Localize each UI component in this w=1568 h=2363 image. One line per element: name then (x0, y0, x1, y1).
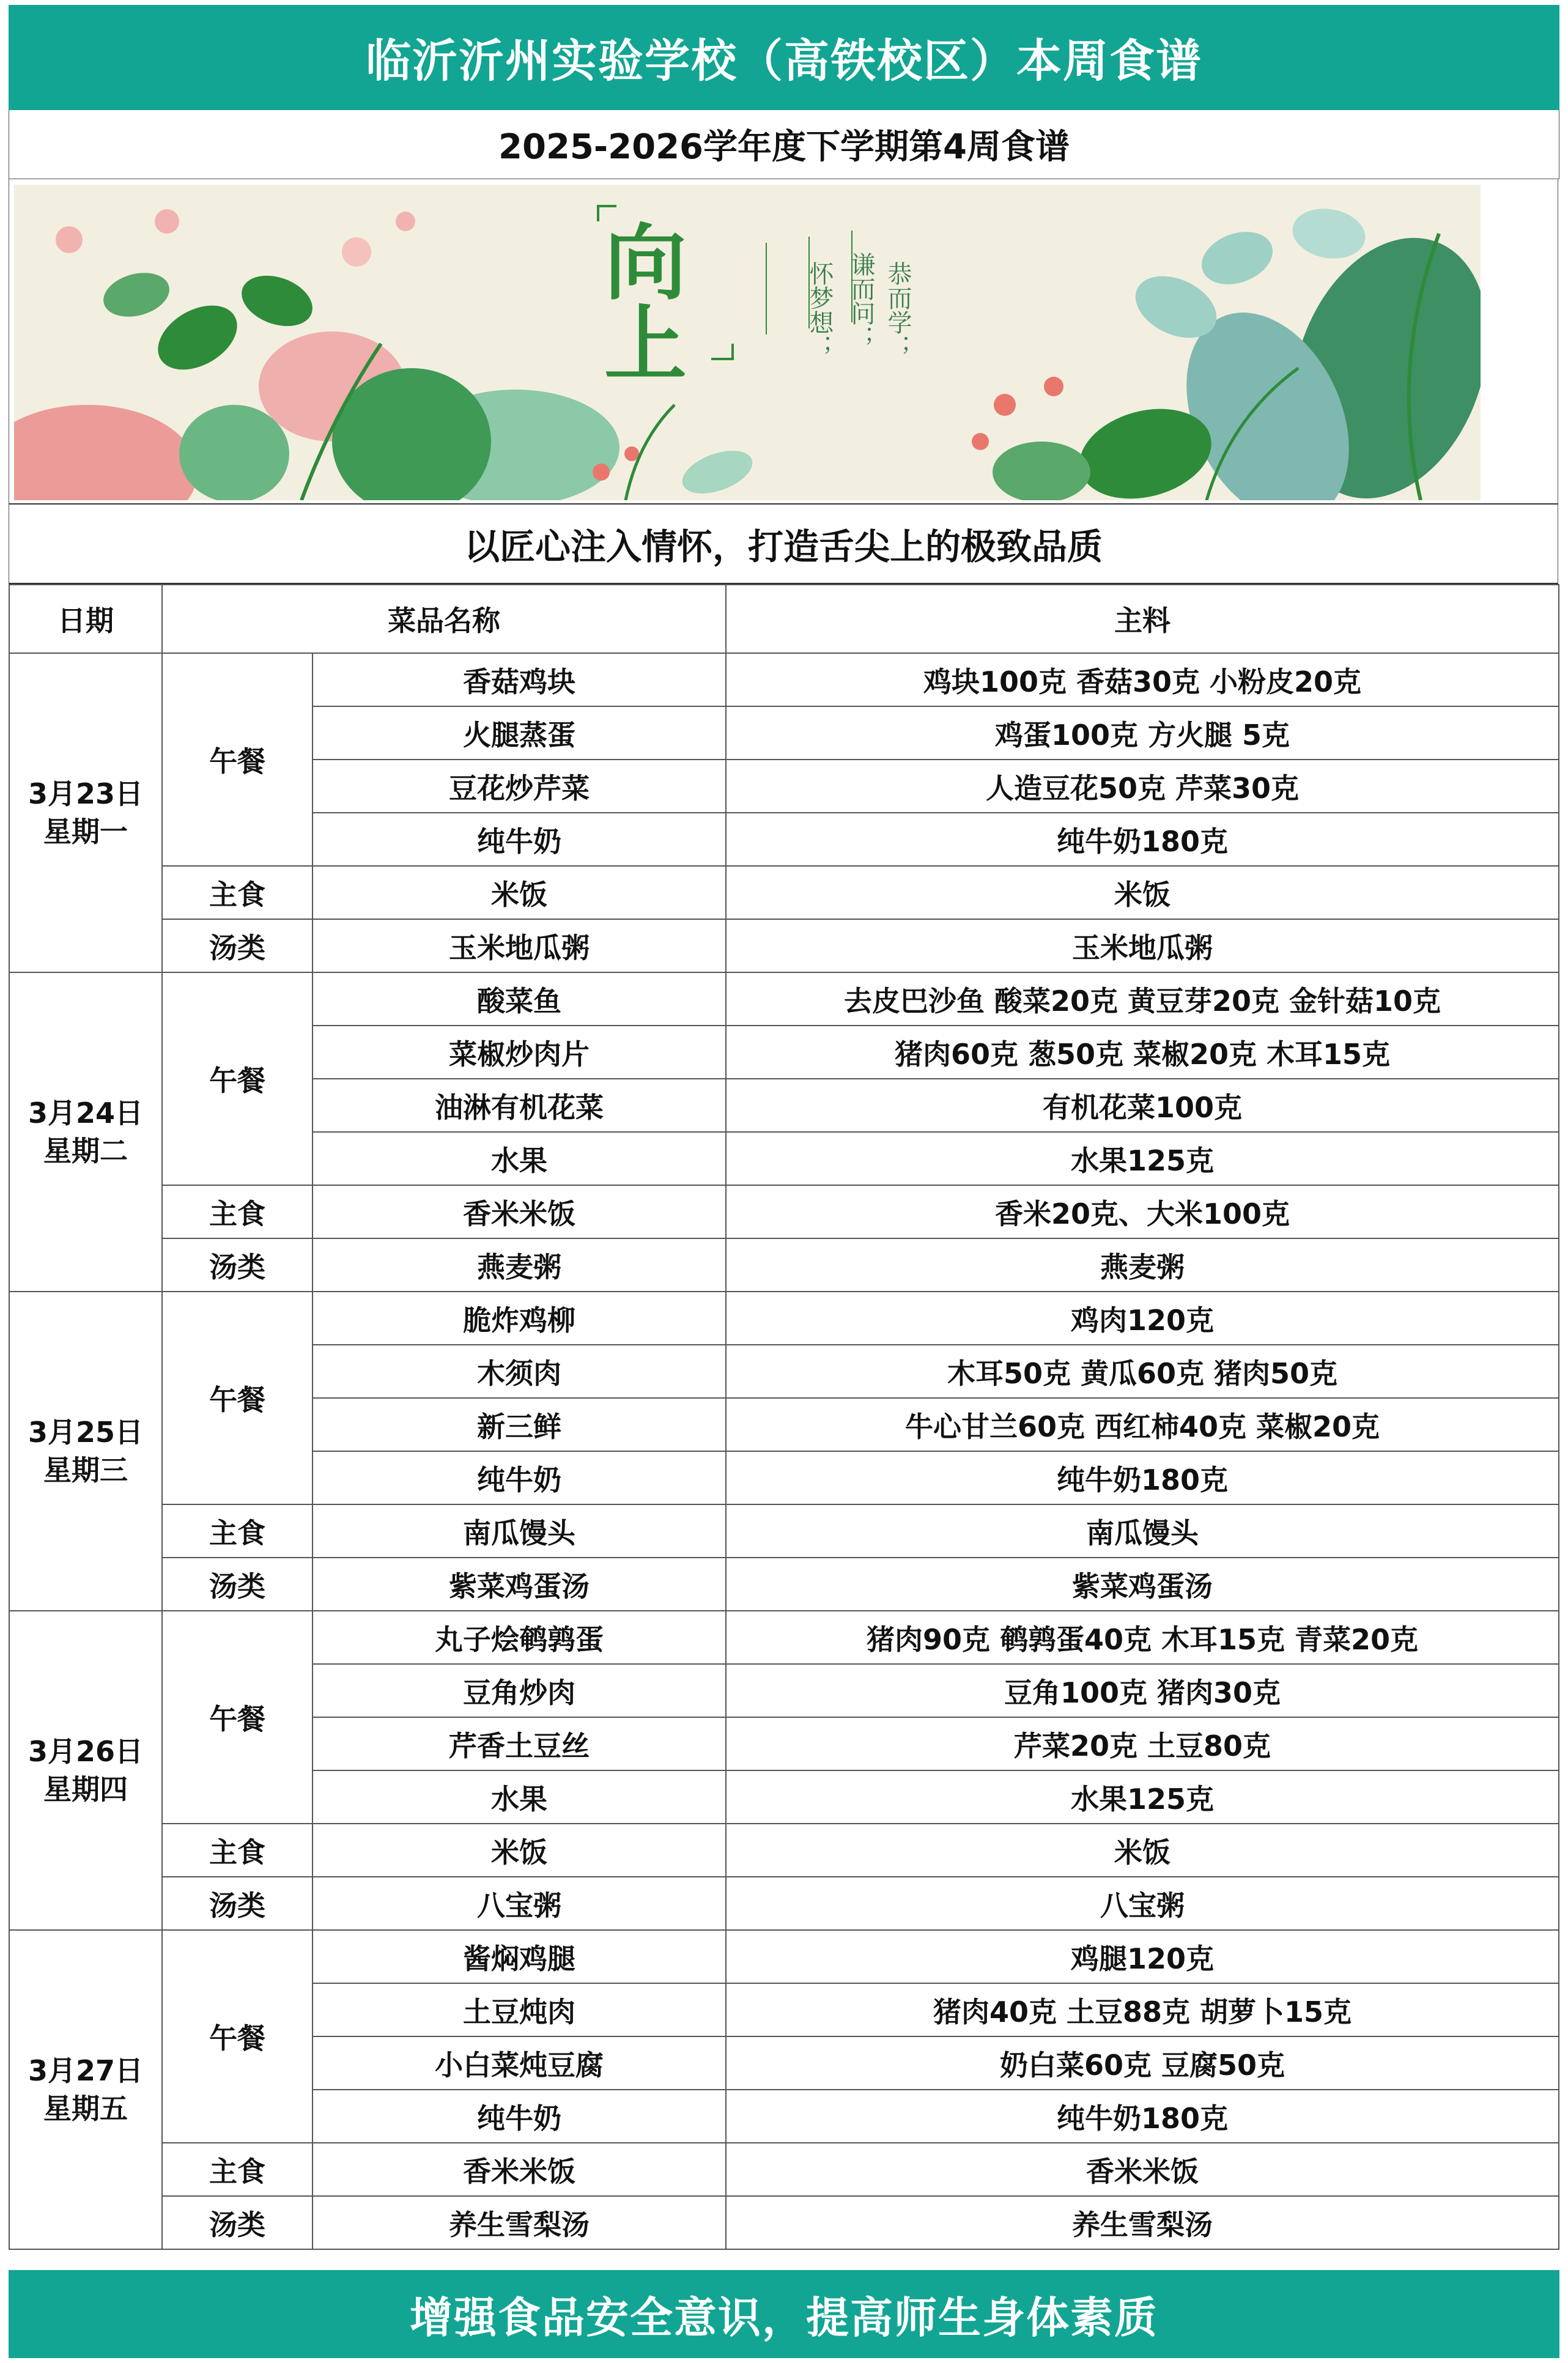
dish-name: 八宝粥 (312, 1877, 726, 1930)
meal-type-soup: 汤类 (162, 1877, 312, 1930)
motto-line-2: 谦而问； (847, 252, 875, 350)
table-row (9, 1824, 1559, 1877)
dish-ingredients: 香米米饭 (726, 2143, 1559, 2196)
dish-name: 油淋有机花菜 (312, 1079, 726, 1132)
motto-slogan: 以匠心注入情怀，打造舌尖上的极致品质 (9, 505, 1558, 584)
motto-line-3: 怀梦想； (805, 261, 834, 359)
dish-ingredients: 去皮巴沙鱼 酸菜20克 黄豆芽20克 金针菇10克 (726, 972, 1559, 1026)
meal-type-lunch: 午餐 (162, 1611, 312, 1824)
day-date: 3月25日 (28, 1415, 144, 1449)
dish-ingredients: 纯牛奶180克 (726, 813, 1559, 866)
day-date: 3月26日 (28, 1734, 144, 1768)
dish-name: 脆炸鸡柳 (312, 1292, 726, 1345)
date-cell (9, 1292, 162, 1611)
dish-name: 酱焖鸡腿 (312, 1930, 726, 1983)
menu-page (9, 5, 1559, 2358)
header-ingredients: 主料 (726, 585, 1559, 653)
dish-name: 香米米饭 (312, 1185, 726, 1238)
menu-table-body (9, 653, 1559, 2249)
dish-name: 豆角炒肉 (312, 1664, 726, 1717)
dish-name: 酸菜鱼 (312, 972, 726, 1026)
week-subtitle: 2025-2026学年度下学期第4周食谱 (9, 110, 1559, 179)
dish-name: 香米米饭 (312, 2143, 726, 2196)
meal-type-lunch: 午餐 (162, 972, 312, 1185)
dish-ingredients: 猪肉40克 土豆88克 胡萝卜15克 (726, 1983, 1559, 2036)
dish-name: 水果 (312, 1132, 726, 1185)
meal-type-soup: 汤类 (162, 1558, 312, 1611)
meal-type-lunch: 午餐 (162, 653, 312, 866)
svg-text:向: 向 (604, 215, 687, 311)
dish-ingredients: 鸡块100克 香菇30克 小粉皮20克 (726, 653, 1559, 706)
dish-name: 新三鲜 (312, 1398, 726, 1451)
table-row (9, 1185, 1559, 1238)
dish-ingredients: 玉米地瓜粥 (726, 919, 1559, 972)
dish-name: 菜椒炒肉片 (312, 1026, 726, 1079)
dish-ingredients: 人造豆花50克 芹菜30克 (726, 760, 1559, 813)
table-row (9, 1611, 1559, 1664)
dish-name: 火腿蒸蛋 (312, 706, 726, 760)
banner-frame (9, 179, 1558, 505)
dish-name: 纯牛奶 (312, 2090, 726, 2143)
table-row (9, 1930, 1559, 1983)
dish-ingredients: 猪肉90克 鹌鹑蛋40克 木耳15克 青菜20克 (726, 1611, 1559, 1664)
dish-name: 土豆炖肉 (312, 1983, 726, 2036)
decorative-banner-image (14, 185, 1481, 500)
dish-ingredients: 鸡肉120克 (726, 1292, 1559, 1345)
dish-ingredients: 芹菜20克 土豆80克 (726, 1717, 1559, 1770)
date-cell (9, 653, 162, 972)
day-date: 3月27日 (28, 2054, 144, 2087)
motto-line-1: 恭而学； (884, 261, 912, 359)
dish-name: 丸子烩鹌鹑蛋 (312, 1611, 726, 1664)
dish-ingredients: 紫菜鸡蛋汤 (726, 1558, 1559, 1611)
dish-ingredients: 牛心甘兰60克 西红柿40克 菜椒20克 (726, 1398, 1559, 1451)
dish-ingredients: 米饭 (726, 1824, 1559, 1877)
dish-name: 豆花炒芹菜 (312, 760, 726, 813)
dish-ingredients: 养生雪梨汤 (726, 2196, 1559, 2249)
meal-type-staple: 主食 (162, 2143, 312, 2196)
header-date: 日期 (9, 585, 162, 653)
svg-text:上: 上 (604, 297, 687, 393)
dish-name: 芹香土豆丝 (312, 1717, 726, 1770)
dish-ingredients: 木耳50克 黄瓜60克 猪肉50克 (726, 1345, 1559, 1398)
dish-name: 香菇鸡块 (312, 653, 726, 706)
table-row (9, 653, 1559, 706)
meal-type-staple: 主食 (162, 1824, 312, 1877)
dish-ingredients: 纯牛奶180克 (726, 1451, 1559, 1504)
dish-name: 南瓜馒头 (312, 1504, 726, 1558)
meal-type-lunch: 午餐 (162, 1930, 312, 2143)
day-weekday: 星期二 (43, 1134, 128, 1167)
table-row (9, 2143, 1559, 2196)
dish-ingredients: 豆角100克 猪肉30克 (726, 1664, 1559, 1717)
day-weekday: 星期一 (43, 815, 128, 848)
meal-type-soup: 汤类 (162, 919, 312, 972)
dish-name: 水果 (312, 1770, 726, 1824)
day-weekday: 星期四 (43, 1773, 128, 1806)
dish-ingredients: 米饭 (726, 866, 1559, 919)
table-row (9, 919, 1559, 972)
dish-ingredients: 水果125克 (726, 1132, 1559, 1185)
day-weekday: 星期三 (43, 1454, 128, 1487)
header-dish-name: 菜品名称 (162, 585, 726, 653)
dish-name: 纯牛奶 (312, 1451, 726, 1504)
day-weekday: 星期五 (43, 2092, 128, 2125)
dish-ingredients: 燕麦粥 (726, 1238, 1559, 1292)
table-header-row (9, 585, 1559, 653)
table-row (9, 1558, 1559, 1611)
meal-type-soup: 汤类 (162, 2196, 312, 2249)
table-row (9, 2196, 1559, 2249)
meal-type-staple: 主食 (162, 866, 312, 919)
dish-ingredients: 香米20克、大米100克 (726, 1185, 1559, 1238)
meal-type-soup: 汤类 (162, 1238, 312, 1292)
footer-slogan: 增强食品安全意识，提高师生身体素质 (9, 2270, 1559, 2358)
day-date: 3月24日 (28, 1096, 144, 1130)
table-row (9, 1877, 1559, 1930)
meal-type-lunch: 午餐 (162, 1292, 312, 1504)
page-title: 临沂沂州实验学校（高铁校区）本周食谱 (9, 5, 1559, 110)
dish-ingredients: 猪肉60克 葱50克 菜椒20克 木耳15克 (726, 1026, 1559, 1079)
day-date: 3月23日 (28, 777, 144, 810)
dish-name: 燕麦粥 (312, 1238, 726, 1292)
weekly-menu-table (9, 584, 1559, 2250)
dish-name: 纯牛奶 (312, 813, 726, 866)
dish-ingredients: 南瓜馒头 (726, 1504, 1559, 1558)
date-cell (9, 1930, 162, 2249)
dish-name: 小白菜炖豆腐 (312, 2036, 726, 2090)
table-row (9, 1504, 1559, 1558)
dish-ingredients: 八宝粥 (726, 1877, 1559, 1930)
table-row (9, 972, 1559, 1026)
dish-name: 木须肉 (312, 1345, 726, 1398)
dish-name: 养生雪梨汤 (312, 2196, 726, 2249)
dish-ingredients: 水果125克 (726, 1770, 1559, 1824)
date-cell (9, 1611, 162, 1930)
table-row (9, 866, 1559, 919)
table-row (9, 1292, 1559, 1345)
table-row (9, 1238, 1559, 1292)
meal-type-staple: 主食 (162, 1185, 312, 1238)
dish-name: 米饭 (312, 1824, 726, 1877)
dish-ingredients: 鸡腿120克 (726, 1930, 1559, 1983)
meal-type-staple: 主食 (162, 1504, 312, 1558)
date-cell (9, 972, 162, 1292)
dish-ingredients: 纯牛奶180克 (726, 2090, 1559, 2143)
dish-name: 紫菜鸡蛋汤 (312, 1558, 726, 1611)
dish-name: 玉米地瓜粥 (312, 919, 726, 972)
dish-name: 米饭 (312, 866, 726, 919)
dish-ingredients: 奶白菜60克 豆腐50克 (726, 2036, 1559, 2090)
dish-ingredients: 鸡蛋100克 方火腿 5克 (726, 706, 1559, 760)
dish-ingredients: 有机花菜100克 (726, 1079, 1559, 1132)
